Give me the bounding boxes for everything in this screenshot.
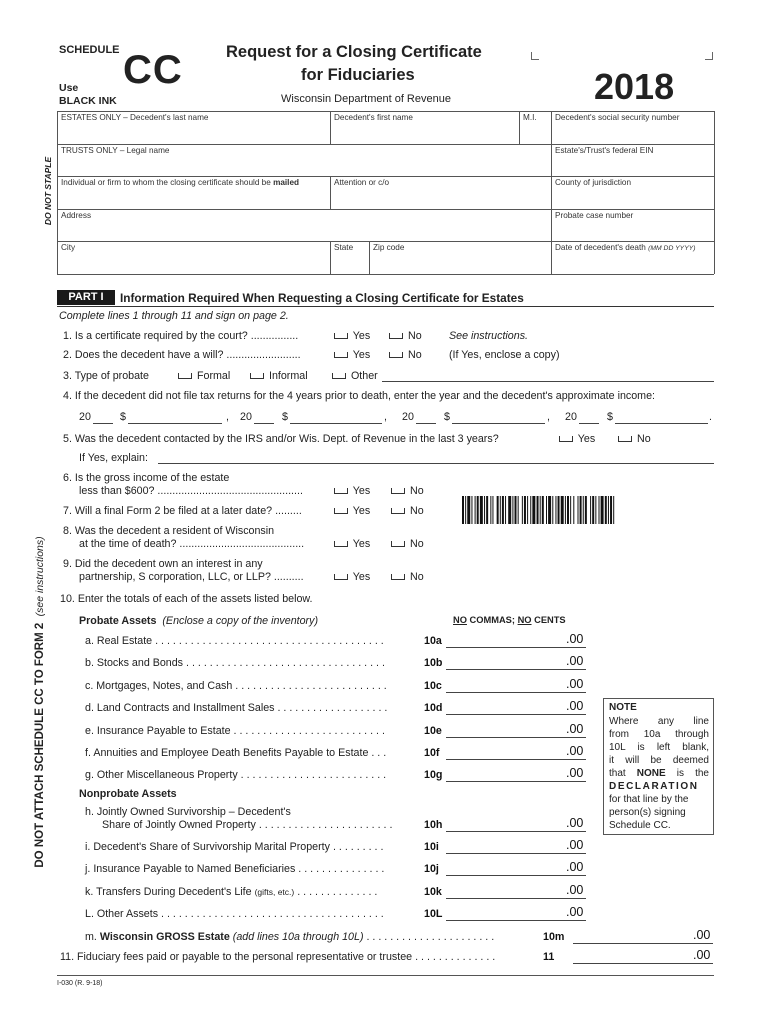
q1-no-checkbox[interactable]: No xyxy=(389,330,422,342)
line-10i-label: i. Decedent's Share of Survivorship Marital Property . . . . . . . . . xyxy=(85,841,384,853)
line-10g-input[interactable] xyxy=(446,781,586,782)
decedent-first-name-field[interactable]: Decedent's first name xyxy=(334,113,413,122)
part1-title: Information Required When Requesting a Closing Certificate for Estates xyxy=(120,291,524,305)
note-line3: 10L is left blank, xyxy=(609,742,709,753)
q5-explain-input[interactable] xyxy=(158,463,714,464)
line-10d-label: d. Land Contracts and Installment Sales . . . . . . . . . . . . . . . . . . . xyxy=(85,702,388,714)
death-date-field[interactable]: Date of decedent's death (MM DD YYYY) xyxy=(555,243,696,252)
q7-no-checkbox[interactable]: No xyxy=(391,505,424,517)
footer-rule xyxy=(57,975,714,976)
q4-year1-prefix: 20 xyxy=(79,411,91,423)
line-10m-cents: .00 xyxy=(693,928,711,942)
line-10f-cents: .00 xyxy=(566,744,584,758)
line-10e-label: e. Insurance Payable to Estate . . . . . . . . . . . . . . . . . . . . . . . . . . xyxy=(85,725,385,737)
q9-text-line2: partnership, S corporation, LLC, or LLP? .......... xyxy=(79,571,304,583)
line-10l-cents: .00 xyxy=(566,905,584,919)
q8-text-line1: 8. Was the decedent a resident of Wisconsin xyxy=(63,525,275,537)
q5-text: 5. Was the decedent contacted by the IRS and/or Wis. Dept. of Revenue in the last 3 years? xyxy=(63,433,499,445)
line-10b-cents: .00 xyxy=(566,654,584,668)
q4-comma2: , xyxy=(384,411,387,423)
q3-formal-checkbox[interactable]: Formal xyxy=(178,370,230,382)
line-10k-cents: .00 xyxy=(566,883,584,897)
line-10h-number: 10h xyxy=(424,819,443,831)
do-not-staple-label: DO NOT STAPLE xyxy=(43,156,53,226)
line-10m-number: 10m xyxy=(543,931,565,943)
line-10g-number: 10g xyxy=(424,769,443,781)
line-10d-cents: .00 xyxy=(566,699,584,713)
line-10l-input[interactable] xyxy=(446,920,586,921)
line-10a-input[interactable] xyxy=(446,647,586,648)
q4-income1-input[interactable] xyxy=(128,423,222,424)
line-10f-label: f. Annuities and Employee Death Benefits Payable to Estate . . . xyxy=(85,747,387,759)
probate-case-field[interactable]: Probate case number xyxy=(555,211,634,220)
q2-yes-checkbox[interactable]: Yes xyxy=(334,349,370,361)
q1-text: 1. Is a certificate required by the court? ................ xyxy=(63,330,299,342)
q6-text-line1: 6. Is the gross income of the estate xyxy=(63,472,230,484)
q6-text-line2: less than $600? ................................................. xyxy=(79,485,303,497)
zip-field[interactable]: Zip code xyxy=(373,243,405,252)
line-10h-cents: .00 xyxy=(566,816,584,830)
q3-text: 3. Type of probate xyxy=(63,370,149,382)
note-line5: that NONE is the xyxy=(609,768,709,779)
line-10m-label: m. Wisconsin GROSS Estate (add lines 10a through 10L) . . . . . . . . . . . . . . . . . . . . . . xyxy=(85,931,495,943)
line-10g-label: g. Other Miscellaneous Property . . . . . . . . . . . . . . . . . . . . . . . . . xyxy=(85,769,387,781)
nonprobate-assets-heading: Nonprobate Assets xyxy=(79,788,177,800)
note-line2: from 10a through xyxy=(609,729,709,740)
q4-year3-prefix: 20 xyxy=(402,411,414,423)
line-11-input[interactable] xyxy=(573,963,713,964)
line-10e-input[interactable] xyxy=(446,737,586,738)
q4-dollar1: $ xyxy=(120,411,126,423)
line-10f-input[interactable] xyxy=(446,759,586,760)
line-10i-input[interactable] xyxy=(446,853,586,854)
line-10f-number: 10f xyxy=(424,747,440,759)
note-line4: it will be deemed xyxy=(609,755,709,766)
q4-year4-prefix: 20 xyxy=(565,411,577,423)
department-label: Wisconsin Department of Revenue xyxy=(281,93,451,105)
note-line9: Schedule CC. xyxy=(609,820,671,831)
note-title: NOTE xyxy=(609,702,637,713)
q2-note: (If Yes, enclose a copy) xyxy=(449,349,560,361)
q1-note: See instructions. xyxy=(449,330,529,342)
q4-dollar3: $ xyxy=(444,411,450,423)
line-10e-number: 10e xyxy=(424,725,442,737)
line-10j-input[interactable] xyxy=(446,875,586,876)
q3-other-checkbox[interactable]: Other xyxy=(332,370,378,382)
q4-year2-input[interactable] xyxy=(254,423,274,424)
decedent-last-name-field[interactable]: ESTATES ONLY – Decedent's last name xyxy=(61,113,209,122)
q6-yes-checkbox[interactable]: Yes xyxy=(334,485,370,497)
q4-income4-input[interactable] xyxy=(615,423,708,424)
q4-year4-input[interactable] xyxy=(579,423,599,424)
line-10j-label: j. Insurance Payable to Named Beneficiaries . . . . . . . . . . . . . . . xyxy=(85,863,385,875)
q2-no-checkbox[interactable]: No xyxy=(389,349,422,361)
line-10l-number: 10L xyxy=(424,908,443,920)
line-10e-cents: .00 xyxy=(566,722,584,736)
black-ink-label: BLACK INK xyxy=(59,95,117,107)
q7-yes-checkbox[interactable]: Yes xyxy=(334,505,370,517)
registration-mark-right xyxy=(705,52,713,60)
line-10b-label: b. Stocks and Bonds . . . . . . . . . . . . . . . . . . . . . . . . . . . . . . . . . . xyxy=(85,657,385,669)
q4-dollar2: $ xyxy=(282,411,288,423)
address-field[interactable]: Address xyxy=(61,211,92,220)
q4-year2-prefix: 20 xyxy=(240,411,252,423)
line-11-number: 11 xyxy=(543,951,555,963)
q3-other-input[interactable] xyxy=(382,381,714,382)
line-10d-input[interactable] xyxy=(446,714,586,715)
q5-explain-label: If Yes, explain: xyxy=(79,452,148,464)
form-title-line1: Request for a Closing Certificate xyxy=(226,43,482,61)
line-10c-cents: .00 xyxy=(566,677,584,691)
line-10d-number: 10d xyxy=(424,702,443,714)
q2-text: 2. Does the decedent have a will? ......................... xyxy=(63,349,301,361)
line-10a-number: 10a xyxy=(424,635,442,647)
line-10j-cents: .00 xyxy=(566,860,584,874)
q4-dollar4: $ xyxy=(607,411,613,423)
line-10g-cents: .00 xyxy=(566,766,584,780)
part1-tag: PART I xyxy=(57,290,115,305)
q8-yes-checkbox[interactable]: Yes xyxy=(334,538,370,550)
state-field[interactable]: State xyxy=(334,243,354,252)
line-10c-number: 10c xyxy=(424,680,442,692)
q9-text-line1: 9. Did the decedent own an interest in any xyxy=(63,558,263,570)
line-10j-number: 10j xyxy=(424,863,439,875)
line-10k-label: k. Transfers During Decedent's Life (gifts, etc.) . . . . . . . . . . . . . . xyxy=(85,886,378,898)
probate-assets-heading: Probate Assets (Enclose a copy of the inventory) xyxy=(79,615,319,627)
line-10i-number: 10i xyxy=(424,841,439,853)
city-field[interactable]: City xyxy=(61,243,76,252)
line-10h-input[interactable] xyxy=(446,831,586,832)
tax-year: 2018 xyxy=(594,66,675,107)
do-not-attach-side-label: DO NOT ATTACH SCHEDULE CC TO FORM 2 (see instructions) xyxy=(34,536,46,868)
schedule-label: SCHEDULE xyxy=(59,44,120,56)
q5-no-checkbox[interactable]: No xyxy=(618,433,651,445)
part1-rule xyxy=(57,306,714,307)
q9-no-checkbox[interactable]: No xyxy=(391,571,424,583)
line-10a-label: a. Real Estate . . . . . . . . . . . . . . . . . . . . . . . . . . . . . . . . . . . . . . . xyxy=(85,635,384,647)
form-title-line2: for Fiduciaries xyxy=(301,66,415,84)
line-10h-label-2: Share of Jointly Owned Property . . . . . . . . . . . . . . . . . . . . . . . xyxy=(102,819,393,831)
line-10b-number: 10b xyxy=(424,657,443,669)
q1-yes-checkbox[interactable]: Yes xyxy=(334,330,370,342)
line-10m-input[interactable] xyxy=(573,943,713,944)
form-barcode xyxy=(462,496,707,524)
q4-year1-input[interactable] xyxy=(93,423,113,424)
schedule-cc: CC xyxy=(123,48,183,92)
line-10c-input[interactable] xyxy=(446,692,586,693)
line-10k-number: 10k xyxy=(424,886,442,898)
q6-no-checkbox[interactable]: No xyxy=(391,485,424,497)
q4-text: 4. If the decedent did not file tax returns for the 4 years prior to death, enter the year and the decedent's approximate income: xyxy=(63,390,655,402)
no-commas-no-cents-note: NO COMMAS; NO CENTS xyxy=(453,615,566,625)
note-line8: person(s) signing xyxy=(609,807,686,818)
q10-text: 10. Enter the totals of each of the assets listed below. xyxy=(60,593,313,605)
part1-instructions: Complete lines 1 through 11 and sign on page 2. xyxy=(59,310,289,322)
q4-comma3: , xyxy=(547,411,550,423)
line-10c-label: c. Mortgages, Notes, and Cash . . . . . . . . . . . . . . . . . . . . . . . . . . xyxy=(85,680,387,692)
line-10h-label-1: h. Jointly Owned Survivorship – Decedent's xyxy=(85,806,291,818)
use-label: Use xyxy=(59,82,79,94)
q8-text-line2: at the time of death? .......................................... xyxy=(79,538,305,550)
q4-period: . xyxy=(709,411,712,423)
line-11-label: 11. Fiduciary fees paid or payable to the personal representative or trustee . . . . . . . . . . . . . . xyxy=(60,951,496,963)
line-10l-label: L. Other Assets . . . . . . . . . . . . . . . . . . . . . . . . . . . . . . . . . . . . . . xyxy=(85,908,384,920)
decedent-ssn-field[interactable]: Decedent's social security number xyxy=(555,113,680,122)
federal-ein-field[interactable]: Estate's/Trust's federal EIN xyxy=(555,146,654,155)
line-10a-cents: .00 xyxy=(566,632,584,646)
middle-initial-field[interactable]: M.I. xyxy=(523,113,537,122)
q4-comma1: , xyxy=(226,411,229,423)
q4-year3-input[interactable] xyxy=(416,423,436,424)
q3-informal-checkbox[interactable]: Informal xyxy=(250,370,308,382)
q8-no-checkbox[interactable]: No xyxy=(391,538,424,550)
line-11-cents: .00 xyxy=(693,948,711,962)
note-line7: for that line by the xyxy=(609,794,689,805)
line-10i-cents: .00 xyxy=(566,838,584,852)
q4-income2-input[interactable] xyxy=(290,423,382,424)
trust-legal-name-field[interactable]: TRUSTS ONLY – Legal name xyxy=(61,146,170,155)
line-10b-input[interactable] xyxy=(446,669,586,670)
form-id: I-030 (R. 9-18) xyxy=(57,980,103,987)
q4-income3-input[interactable] xyxy=(452,423,545,424)
q7-text: 7. Will a final Form 2 be filed at a later date? ......... xyxy=(63,505,302,517)
note-line1: Where any line xyxy=(609,716,709,727)
registration-mark-left xyxy=(531,52,539,60)
county-field[interactable]: County of jurisdiction xyxy=(555,178,631,187)
q9-yes-checkbox[interactable]: Yes xyxy=(334,571,370,583)
line-10k-input[interactable] xyxy=(446,898,586,899)
attention-field[interactable]: Attention or c/o xyxy=(334,178,390,187)
q5-yes-checkbox[interactable]: Yes xyxy=(559,433,595,445)
mail-recipient-field[interactable]: Individual or firm to whom the closing certificate should be mailed xyxy=(61,178,300,187)
note-line6: DECLARATION xyxy=(609,781,699,792)
